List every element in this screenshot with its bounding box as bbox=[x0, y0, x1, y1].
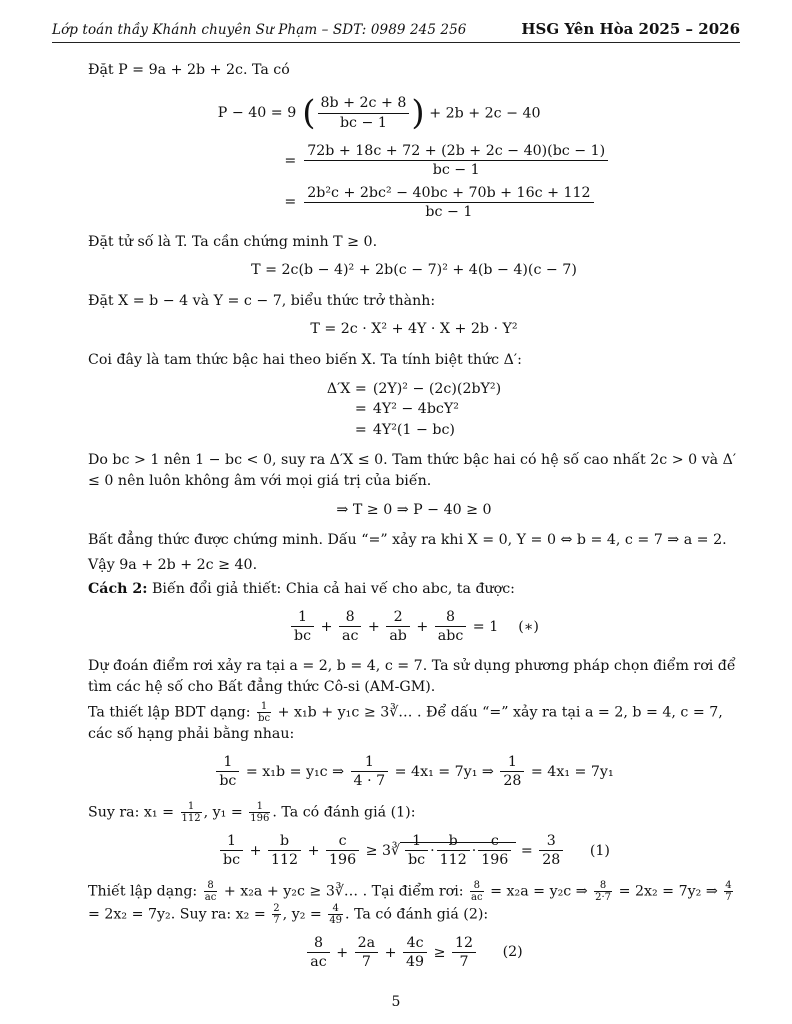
paragraph: Ta thiết lập BDT dạng: $\frac{1}{bc}$ + x₁b + y₁c ≥ 3∛… . Để dấu “=” xảy ra tại a = 2, b = 4, c = 7, các số hạng phải bằng nhau: bbox=[88, 701, 723, 743]
paragraph-cach-2: Cách 2: Biến đổi giả thiết: Chia cả hai vế cho abc, ta được: bbox=[88, 581, 515, 598]
equation-t-xy: T = 2c · X² + 4Y · X + 2b · Y² bbox=[310, 321, 518, 338]
paragraph: Do bc > 1 nên 1 − bc < 0, suy ra Δ′X ≤ 0. Tam thức bậc hai có hệ số cao nhất 2c > 0 và Δ′ ≤ 0 nên luôn không âm với mọi giá trị của biến. bbox=[88, 452, 737, 490]
equation-1: $\frac{1}{bc}$ + $\frac{b}{112}$ + $\frac{c}{196}$ ≥ 3∛ $\frac{1}{bc}$ · $\frac{b}{112}$ · $\frac{c}{196}$ = $\frac{3}{28}$ (1) bbox=[88, 832, 740, 870]
paragraph: Coi đây là tam thức bậc hai theo biến X. Ta tính biệt thức Δ′: bbox=[88, 352, 522, 369]
paragraph: Thiết lập dạng: $\frac{8}{ac}$ + x₂a + y₂c ≥ 3∛… . Tại điểm rơi: $\frac{8}{ac}$ = x₂a = y₂c ⇒ $\frac{8}{2\cdot 7}$ = 2x₂ = 7y₂ ⇒ $\frac{4}{7}$ = 2x₂ = 7y₂. Suy ra: x₂ = $\frac{2}{7}$ , y₂ = $\frac{4}{49}$ . Ta có đánh giá (2): bbox=[88, 879, 732, 926]
header-right-text: HSG Yên Hòa 2025 – 2026 bbox=[521, 20, 740, 38]
equation-coef-1: $\frac{1}{bc}$ = x₁b = y₁c ⇒ $\frac{1}{4 \cdot 7}$ = 4x₁ = 7y₁ ⇒ $\frac{1}{28}$ = 4x₁ = 7y₁ bbox=[88, 753, 740, 791]
eq-lhs: P − 40 = 9 bbox=[217, 104, 297, 121]
page-content bbox=[88, 60, 740, 981]
header-left-text: Lớp toán thầy Khánh chuyên Sư Phạm – SDT: 0989 245 256 bbox=[52, 22, 467, 38]
method-label: Cách 2: bbox=[88, 581, 148, 598]
paragraph: Đặt P = 9a + 2b + 2c. Ta có bbox=[88, 62, 290, 78]
equation-t: T = 2c(b − 4)² + 2b(c − 7)² + 4(b − 4)(c − 7) bbox=[251, 262, 577, 279]
paragraph: Bất đẳng thức được chứng minh. Dấu “=” xảy ra khi X = 0, Y = 0 ⇔ b = 4, c = 7 ⇒ a = 2. bbox=[88, 532, 727, 549]
page-number: 5 bbox=[391, 994, 401, 1010]
equation-delta: Δ′X = (2Y)² − (2c)(2bY²) = 4Y² − 4bcY² = 4Y²(1 − bc) bbox=[326, 380, 502, 438]
paragraph: Đặt tử số là T. Ta cần chứng minh T ≥ 0. bbox=[88, 233, 378, 250]
equation-block-p: P − 40 = 9 ( $\frac{8b + 2c + 8}{bc - 1}$ ) + 2b + 2c − 40 = $\frac{72b + 18c + 72 + (2b + 2c - 40)(bc - 1)}{bc - 1}$ = $\frac{\text{2b²c + 2bc² − 40bc + 70b + 16c + 112}}{bc - 1}$ bbox=[88, 89, 740, 222]
paragraph: Đặt X = b − 4 và Y = c − 7, biểu thức trở thành: bbox=[88, 292, 436, 309]
page-header bbox=[52, 14, 740, 43]
fraction: $\frac{\text{2b²c + 2bc² − 40bc + 70b + 16c + 112}}{bc - 1}$ bbox=[304, 184, 593, 222]
fraction: $\frac{72b + 18c + 72 + (2b + 2c - 40)(bc - 1)}{bc - 1}$ bbox=[304, 142, 608, 180]
equation-star: $\frac{1}{bc}$ + $\frac{8}{ac}$ + $\frac{2}{ab}$ + $\frac{8}{\text{abc}}$ = 1 (∗) bbox=[88, 608, 740, 646]
paragraph: Vậy 9a + 2b + 2c ≥ 40. bbox=[88, 556, 258, 573]
equation-2: $\frac{8}{ac}$ + $\frac{2a}{7}$ + $\frac{4c}{49}$ ≥ $\frac{12}{7}$ (2) bbox=[88, 934, 740, 972]
fraction: $\frac{8b + 2c + 8}{bc - 1}$ bbox=[318, 94, 410, 132]
paragraph: Suy ra: x₁ = $\frac{1}{112}$ , y₁ = $\frac{1}{196}$ . Ta có đánh giá (1): bbox=[88, 800, 416, 824]
paragraph: Dự đoán điểm rơi xảy ra tại a = 2, b = 4, c = 7. Ta sử dụng phương pháp chọn điểm rơi để tìm các hệ số cho Bất đẳng thức Cô-si (AM-GM). bbox=[88, 657, 736, 695]
equation-conclusion: ⇒ T ≥ 0 ⇒ P − 40 ≥ 0 bbox=[336, 501, 492, 518]
